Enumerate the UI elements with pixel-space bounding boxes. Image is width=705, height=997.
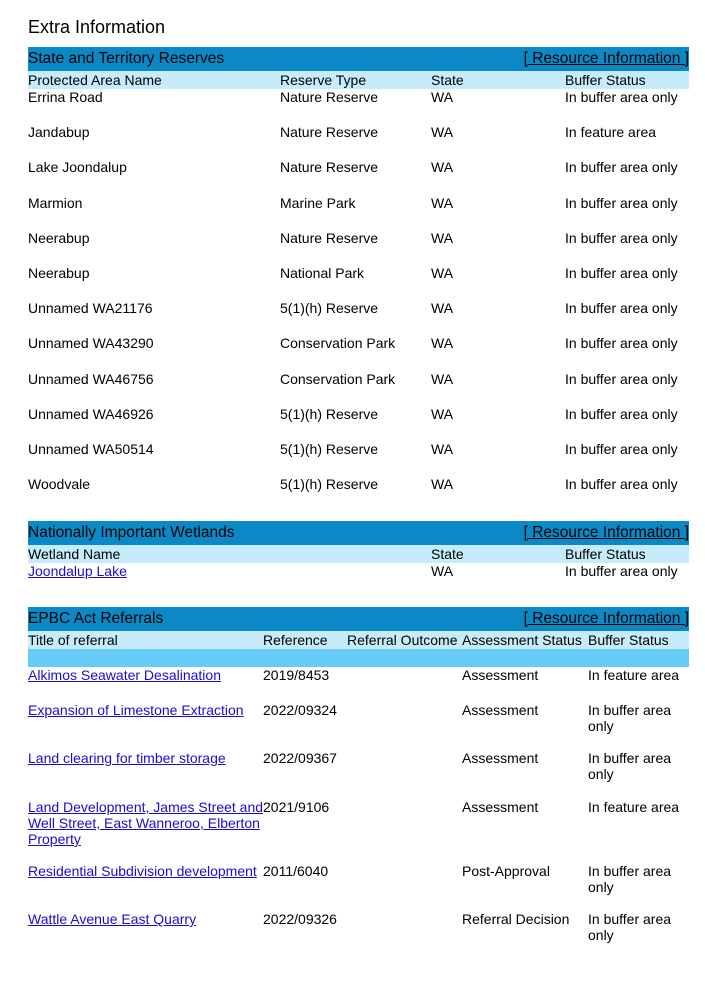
referral-buffer-status: In buffer area: [588, 702, 672, 718]
referral-buffer-status: only: [588, 766, 614, 782]
col-protected-area-name: Protected Area Name: [28, 72, 162, 88]
wetlands-section-title: Nationally Important Wetlands: [28, 524, 235, 541]
reserve-row-state: WA: [431, 476, 454, 493]
reserve-row-reserve-type: Nature Reserve: [280, 89, 379, 105]
referral-reference: 2019/8453: [263, 667, 330, 683]
col-reserve-type: Reserve Type: [280, 72, 367, 88]
referral-title-link[interactable]: Well Street, East Wanneroo, Elberton: [28, 815, 260, 831]
reserve-row-buffer-status: In buffer area only: [565, 370, 678, 387]
reserve-row-protected-area-name: Woodvale: [28, 476, 91, 493]
reserve-row-buffer-status: In buffer area only: [565, 194, 678, 211]
epbc-section-title: EPBC Act Referrals: [28, 610, 164, 627]
wetlands-column-header: [28, 545, 689, 563]
reserve-row-buffer-status: In buffer area only: [565, 476, 678, 493]
referral-assessment-status: Assessment: [462, 750, 539, 766]
reserve-row-reserve-type: 5(1)(h) Reserve: [280, 405, 379, 422]
reserve-row-protected-area-name: Unnamed WA50514: [28, 441, 154, 457]
reserve-row-buffer-status: In buffer area only: [565, 300, 678, 317]
wetland-buffer-status: In buffer area only: [565, 563, 678, 579]
referral-title-link[interactable]: Wattle Avenue East Quarry: [28, 911, 197, 927]
referral-title-link[interactable]: Property: [28, 831, 81, 847]
reserve-row-buffer-status: In buffer area only: [565, 159, 678, 176]
referral-buffer-status: In buffer area: [588, 750, 672, 766]
wetlands-section-header: [28, 521, 689, 545]
reserve-row-protected-area-name: Jandabup: [28, 124, 90, 141]
reserve-row-protected-area-name: Lake Joondalup: [28, 159, 127, 176]
col-assessment-status: Assessment Status: [462, 632, 582, 648]
referral-buffer-status: In feature area: [588, 799, 680, 815]
referral-title-link[interactable]: Alkimos Seawater Desalination: [28, 667, 221, 683]
referral-assessment-status: Referral Decision: [462, 911, 570, 927]
reserve-row-buffer-status: In buffer area only: [565, 335, 678, 352]
reserve-row-reserve-type: 5(1)(h) Reserve: [280, 441, 379, 457]
epbc-resource-link[interactable]: [ Resource Information ]: [523, 610, 689, 627]
reserve-row-reserve-type: 5(1)(h) Reserve: [280, 476, 379, 493]
reserve-row-state: WA: [431, 194, 454, 211]
reserve-row-reserve-type: Nature Reserve: [280, 229, 379, 246]
referral-title-link[interactable]: Residential Subdivision development: [28, 863, 257, 879]
referral-reference: 2011/6040: [263, 863, 329, 879]
col-referral-outcome: Referral Outcome: [347, 632, 458, 648]
reserve-row-reserve-type: National Park: [280, 265, 365, 281]
reserve-row-protected-area-name: Marmion: [28, 194, 83, 211]
col-state: State: [431, 72, 464, 88]
col-buffer-status: Buffer Status: [588, 632, 669, 648]
reserve-row-protected-area-name: Unnamed WA21176: [28, 300, 153, 317]
epbc-section-header: [28, 607, 689, 631]
referral-reference: 2022/09324: [263, 702, 337, 718]
referral-reference: 2022/09367: [263, 750, 337, 766]
epbc-column-header: [28, 631, 689, 649]
reserves-resource-link[interactable]: [ Resource Information ]: [523, 50, 689, 67]
page-title: Extra Information: [28, 17, 166, 37]
col-title-of-referral: Title of referral: [28, 632, 118, 648]
reserve-row-state: WA: [431, 124, 454, 141]
reserve-row-state: WA: [431, 441, 454, 457]
reserve-row-buffer-status: In buffer area only: [565, 89, 678, 105]
reserve-row-state: WA: [431, 405, 454, 422]
referral-reference: 2021/9106: [263, 799, 330, 815]
col-reference: Reference: [263, 632, 328, 648]
referral-buffer-status: In buffer area: [588, 863, 672, 879]
referral-title-link[interactable]: Land Development, James Street and: [28, 799, 264, 815]
reserve-row-state: WA: [431, 89, 454, 105]
referral-assessment-status: Assessment: [462, 799, 539, 815]
reserve-row-protected-area-name: Unnamed WA43290: [28, 335, 154, 352]
reserves-section-header: [28, 47, 689, 71]
wetlands-resource-link[interactable]: [ Resource Information ]: [523, 524, 689, 541]
referral-title-link[interactable]: Expansion of Limestone Extraction: [28, 702, 244, 718]
reserve-row-state: WA: [431, 159, 454, 176]
reserve-row-protected-area-name: Unnamed WA46926: [28, 405, 154, 422]
referral-buffer-status: only: [588, 927, 614, 943]
col-buffer-status: Buffer Status: [565, 546, 646, 562]
epbc-filler-row: [28, 649, 689, 667]
reserve-row-buffer-status: In feature area: [565, 124, 657, 141]
reserve-row-buffer-status: In buffer area only: [565, 405, 678, 422]
referral-assessment-status: Assessment: [462, 702, 539, 718]
reserve-row-protected-area-name: Neerabup: [28, 265, 90, 281]
referral-title-link[interactable]: Land clearing for timber storage: [28, 750, 226, 766]
reserve-row-reserve-type: Conservation Park: [280, 335, 396, 352]
referral-assessment-status: Assessment: [462, 667, 539, 683]
referral-assessment-status: Post-Approval: [462, 863, 550, 879]
reserve-row-reserve-type: Nature Reserve: [280, 124, 379, 141]
reserve-row-reserve-type: 5(1)(h) Reserve: [280, 300, 379, 317]
referral-buffer-status: only: [588, 718, 614, 734]
reserve-row-protected-area-name: Unnamed WA46756: [28, 370, 154, 387]
reserve-row-buffer-status: In buffer area only: [565, 229, 678, 246]
reserve-row-reserve-type: Marine Park: [280, 194, 356, 211]
col-wetland-name: Wetland Name: [28, 546, 121, 562]
reserve-row-state: WA: [431, 229, 454, 246]
referral-buffer-status: In buffer area: [588, 911, 672, 927]
reserve-row-reserve-type: Conservation Park: [280, 370, 396, 387]
referral-buffer-status: only: [588, 879, 614, 895]
reserve-row-state: WA: [431, 300, 454, 317]
wetland-state: WA: [431, 563, 454, 579]
reserve-row-protected-area-name: Errina Road: [28, 89, 103, 105]
referral-buffer-status: In feature area: [588, 667, 680, 683]
reserve-row-state: WA: [431, 335, 454, 352]
reserve-row-buffer-status: In buffer area only: [565, 441, 678, 457]
reserve-row-buffer-status: In buffer area only: [565, 265, 678, 281]
col-buffer-status: Buffer Status: [565, 72, 646, 88]
reserve-row-state: WA: [431, 265, 454, 281]
reserves-section-title: State and Territory Reserves: [28, 50, 225, 67]
referral-reference: 2022/09326: [263, 911, 337, 927]
reserve-row-state: WA: [431, 370, 454, 387]
reserves-column-header: [28, 71, 689, 89]
reserve-row-protected-area-name: Neerabup: [28, 229, 90, 246]
col-state: State: [431, 546, 464, 562]
wetland-name-link[interactable]: Joondalup Lake: [28, 563, 127, 579]
reserve-row-reserve-type: Nature Reserve: [280, 159, 379, 176]
